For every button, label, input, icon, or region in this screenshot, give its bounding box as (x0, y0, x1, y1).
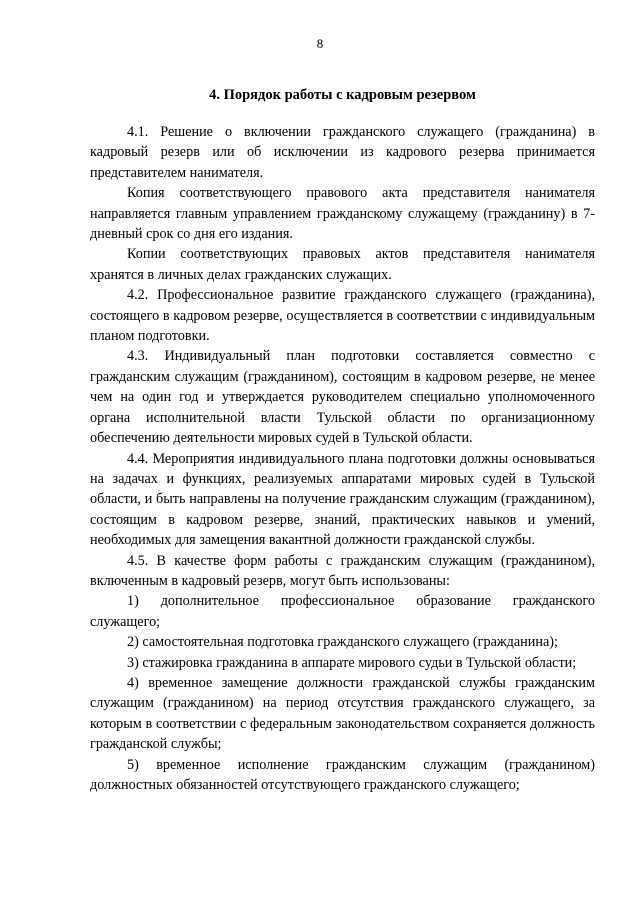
list-item-2 (90, 632, 595, 652)
document-body (90, 122, 595, 795)
paragraph-text: Копии соответствующих правовых актов представителя нанимателя хранятся в личных делах гражданских служащих. (90, 246, 595, 283)
list-item-text: самостоятельная подготовка гражданского служащего (гражданина); (142, 634, 558, 651)
list-item-4 (90, 673, 595, 755)
paragraph-text: Мероприятия индивидуального плана подготовки должны основываться на задачах и функциях, реализуемых аппаратами мировых судей в Тульской области, и быть направлены на получение гражданским служащим (гражданином), состоящим в кадровом резерве, знаний, практических навыков и умений, необходимых для замещения вакантной должности гражданской службы. (90, 450, 595, 549)
paragraph-4-1 (90, 122, 595, 183)
paragraph-text: В качестве форм работы с гражданским служащим (гражданином), включенным в кадровый резерв, могут быть использованы: (90, 552, 595, 589)
list-item-number: 3) (127, 654, 139, 671)
paragraph-4-3 (90, 346, 595, 448)
list-item-number: 1) (127, 593, 139, 610)
paragraph-number: 4.2. (127, 287, 149, 304)
list-item-3 (90, 653, 595, 673)
list-item-number: 5) (127, 756, 139, 773)
paragraph-number: 4.3. (127, 348, 149, 365)
list-item-text: дополнительное профессиональное образование гражданского служащего; (90, 593, 595, 630)
paragraph-copies-stored (90, 244, 595, 285)
page-number: 8 (316, 36, 324, 51)
paragraph-text: Индивидуальный план подготовки составляется совместно с гражданским служащим (гражданином), состоящим в кадровом резерве, не менее чем на один год и утверждается руководителем специально уполномоченного органа исполнительной власти Тульской области по организационному обеспечению деятельности мировых судей в Тульской области. (90, 348, 596, 447)
list-item-text: временное исполнение гражданским служащим (гражданином) должностных обязанностей отсутствующего гражданского служащего; (90, 756, 596, 793)
list-item-number: 4) (127, 674, 139, 691)
list-item-5 (90, 755, 595, 796)
paragraph-number: 4.4. (127, 450, 149, 467)
list-item-text: временное замещение должности гражданской службы гражданским служащим (гражданином) на период отсутствия гражданского служащего, за которым в соответствии с федеральным законодательством сохраняется должность гражданской службы; (90, 674, 596, 753)
paragraph-number: 4.5. (127, 552, 149, 569)
section-heading: 4. Порядок работы с кадровым резервом (209, 87, 476, 103)
paragraph-number: 4.1. (127, 124, 149, 140)
paragraph-4-5 (90, 551, 595, 592)
list-item-1 (90, 591, 595, 632)
paragraph-text: Профессиональное развитие гражданского служащего (гражданина), состоящего в кадровом резерве, осуществляется в соответствии с индивидуальным планом подготовки. (90, 287, 595, 345)
paragraph-4-2 (90, 285, 595, 346)
paragraph-text: Копия соответствующего правового акта представителя нанимателя направляется главным управлением гражданскому служащему (гражданину) в 7-дневный срок со дня его издания. (90, 185, 595, 243)
list-item-text: стажировка гражданина в аппарате мирового судьи в Тульской области; (142, 654, 577, 671)
paragraph-4-4 (90, 449, 595, 551)
list-item-number: 2) (127, 634, 139, 651)
paragraph-text: Решение о включении гражданского служащего (гражданина) в кадровый резерв или об исключении из кадрового резерва принимается представителем нанимателя. (90, 124, 595, 181)
paragraph-copy-sent (90, 183, 595, 244)
